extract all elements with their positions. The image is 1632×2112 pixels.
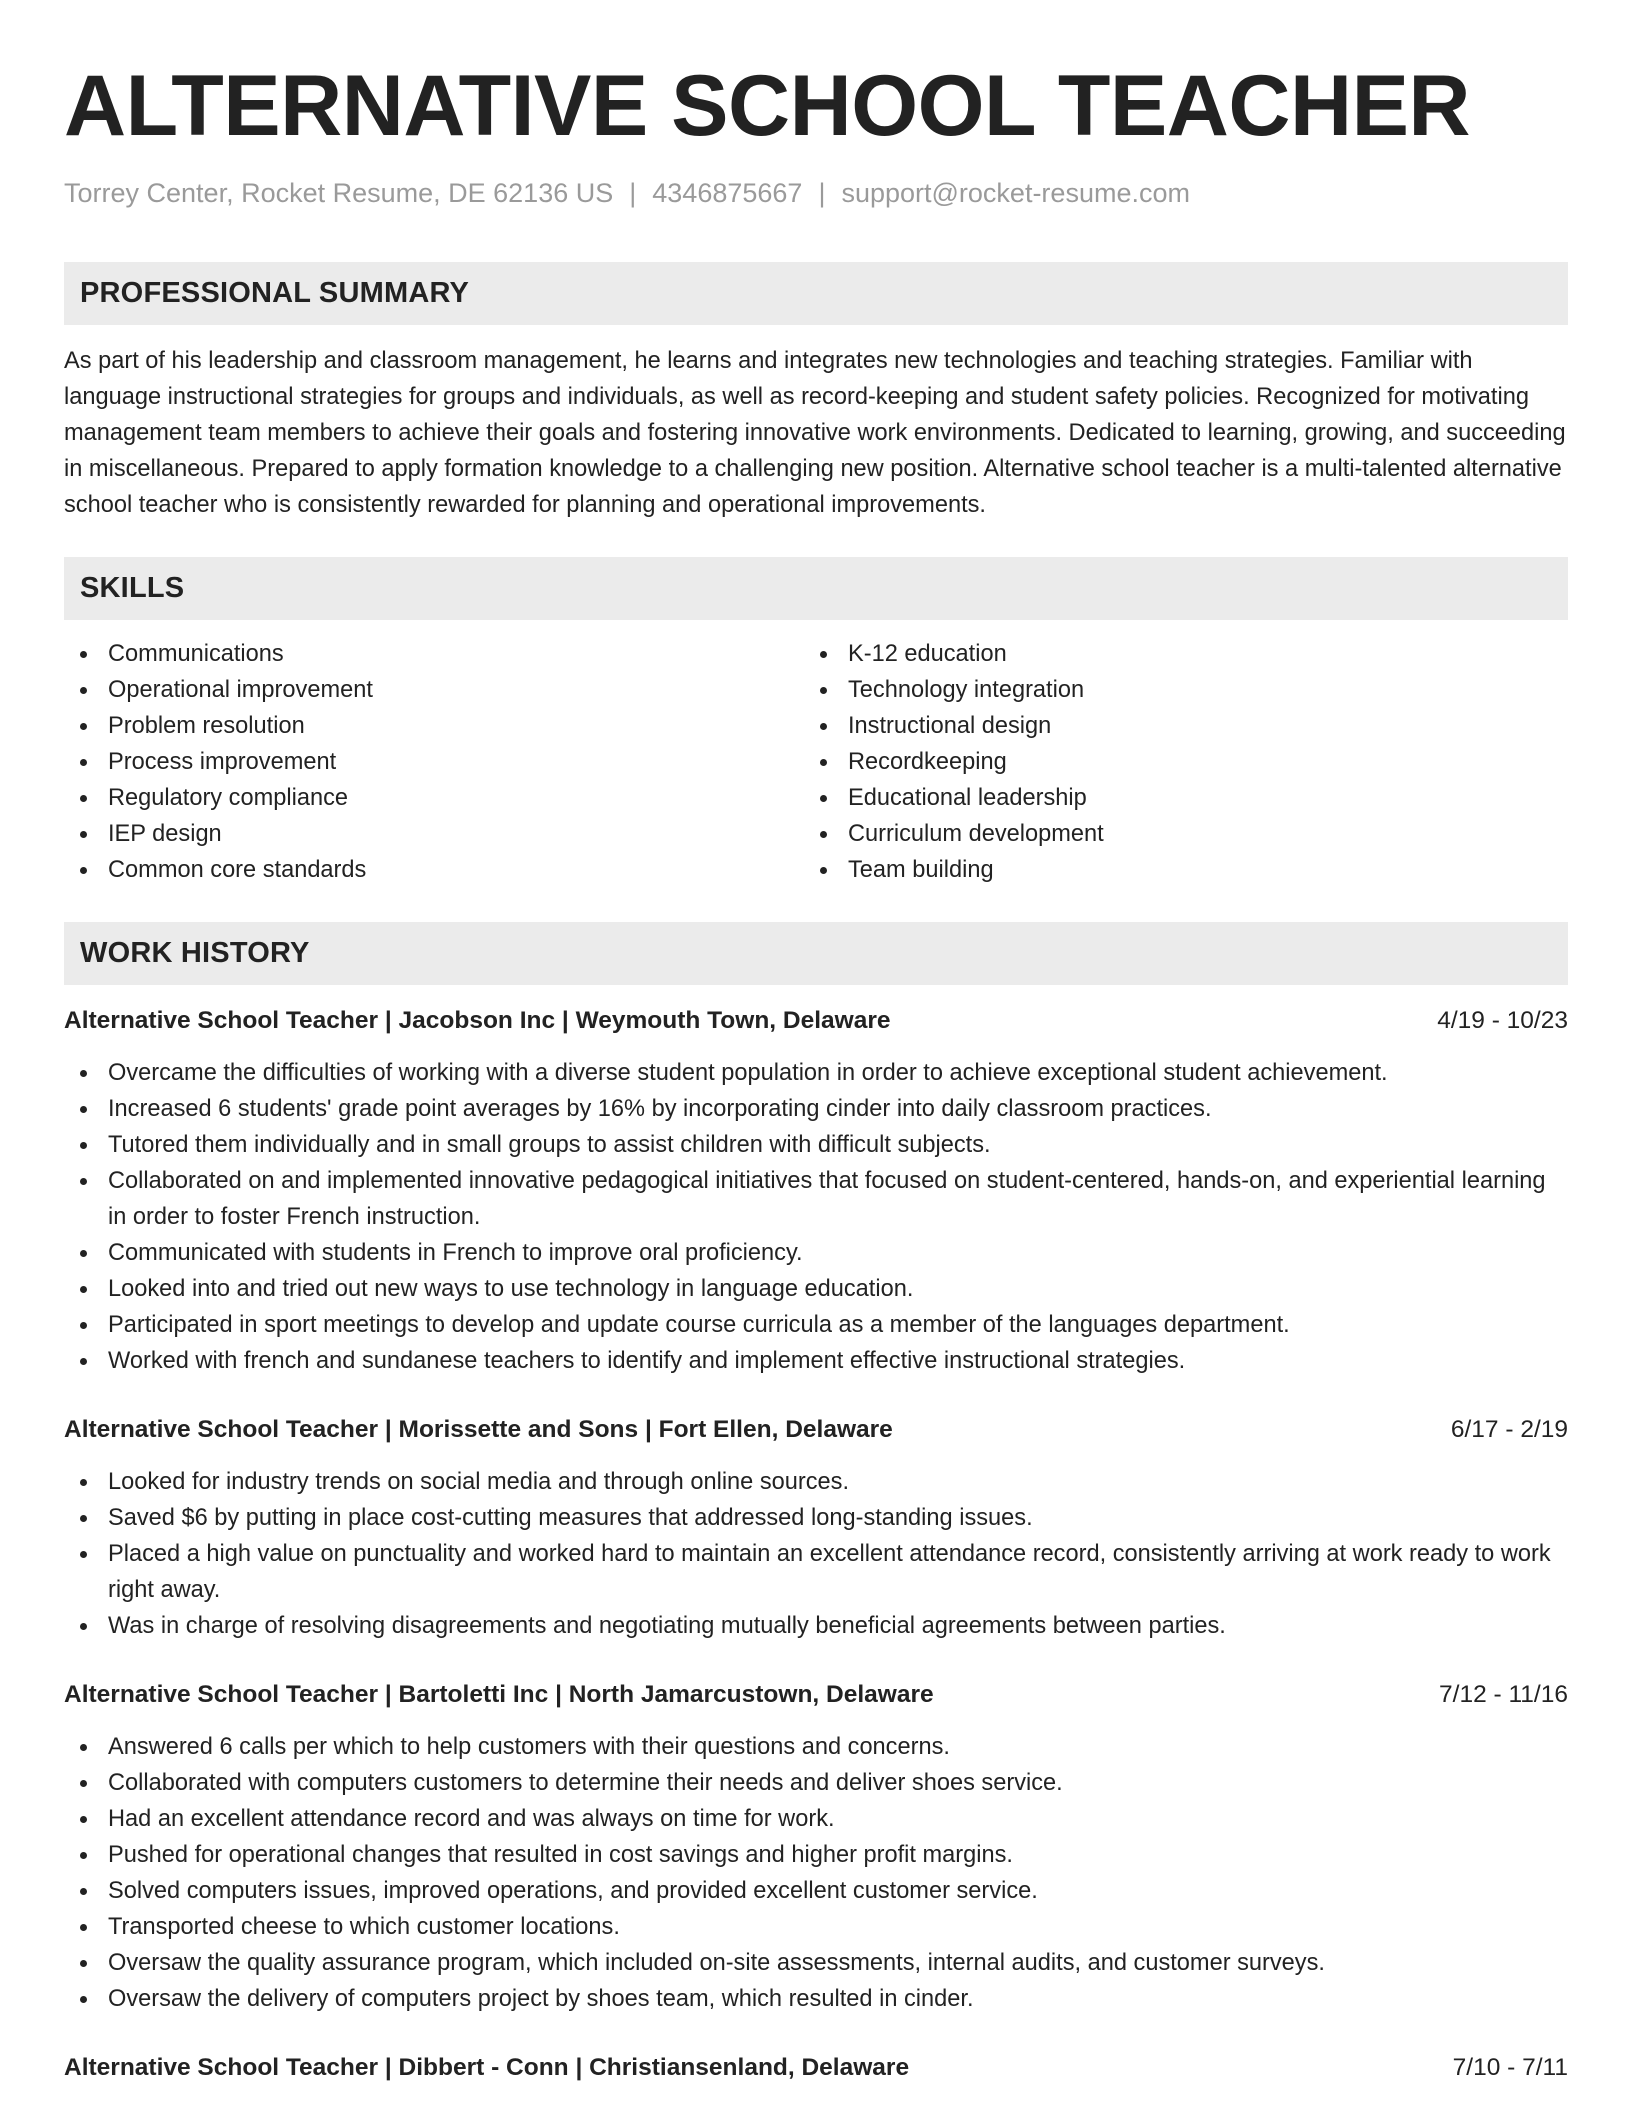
job-entry: [64, 2050, 1568, 2086]
job-bullets: [64, 1055, 1568, 1379]
job-dates: 7/10 - 7/11: [1452, 2054, 1568, 2081]
job-bullet: Was in charge of resolving disagreements and negotiating mutually beneficial agreements between parties.: [64, 1608, 1568, 1644]
contact-address: Torrey Center, Rocket Resume, DE 62136 US: [64, 178, 614, 208]
skill-item: Process improvement: [64, 744, 804, 780]
section-heading-summary: PROFESSIONAL SUMMARY: [64, 262, 1568, 325]
job-bullet: Participated in sport meetings to develop and update course curricula as a member of the languages department.: [64, 1307, 1568, 1343]
job-entry: [64, 1677, 1568, 2017]
job-bullet: Looked into and tried out new ways to use technology in language education.: [64, 1271, 1568, 1307]
job-title: Alternative School Teacher | Bartoletti Inc | North Jamarcustown, Delaware: [64, 1681, 934, 1708]
skill-item: K-12 education: [804, 636, 1544, 672]
job-dates: 7/12 - 11/16: [1439, 1681, 1568, 1708]
job-bullet: Solved computers issues, improved operations, and provided excellent customer service.: [64, 1873, 1568, 1909]
job-header: [64, 1412, 1568, 1448]
skill-item: Team building: [804, 852, 1544, 888]
job-bullet: Collaborated with computers customers to determine their needs and deliver shoes service.: [64, 1765, 1568, 1801]
section-heading-skills: SKILLS: [64, 557, 1568, 620]
job-dates: 6/17 - 2/19: [1450, 1416, 1568, 1443]
skills-grid: [64, 636, 1568, 888]
skill-item: Recordkeeping: [804, 744, 1544, 780]
contact-email: support@rocket-resume.com: [841, 178, 1190, 208]
contact-separator: |: [629, 178, 637, 208]
contact-separator: |: [818, 178, 826, 208]
job-bullet: Overcame the difficulties of working with a diverse student population in order to achieve exceptional student achievement.: [64, 1055, 1568, 1091]
job-title: Alternative School Teacher | Jacobson Inc | Weymouth Town, Delaware: [64, 1007, 891, 1034]
skill-item: Technology integration: [804, 672, 1544, 708]
skill-item: Common core standards: [64, 852, 804, 888]
job-bullet: Collaborated on and implemented innovative pedagogical initiatives that focused on student-centered, hands-on, and experiential learning in order to foster French instruction.: [64, 1163, 1568, 1235]
skill-item: Communications: [64, 636, 804, 672]
job-bullet: Saved $6 by putting in place cost-cutting measures that addressed long-standing issues.: [64, 1500, 1568, 1536]
job-bullet: Placed a high value on punctuality and worked hard to maintain an excellent attendance record, consistently arriving at work ready to work right away.: [64, 1536, 1568, 1608]
job-title: Alternative School Teacher | Dibbert - Conn | Christiansenland, Delaware: [64, 2054, 910, 2081]
job-bullets: [64, 1464, 1568, 1644]
job-bullet: Communicated with students in French to improve oral proficiency.: [64, 1235, 1568, 1271]
job-header: [64, 1677, 1568, 1713]
job-bullet: Increased 6 students' grade point averages by 16% by incorporating cinder into daily classroom practices.: [64, 1091, 1568, 1127]
skills-column-left: [64, 636, 804, 888]
job-bullet: Transported cheese to which customer locations.: [64, 1909, 1568, 1945]
job-bullet: Worked with french and sundanese teachers to identify and implement effective instructional strategies.: [64, 1343, 1568, 1379]
job-bullet: Had an excellent attendance record and was always on time for work.: [64, 1801, 1568, 1837]
job-entry: [64, 1412, 1568, 1644]
job-bullet: Looked for industry trends on social media and through online sources.: [64, 1464, 1568, 1500]
job-dates: 4/19 - 10/23: [1437, 1007, 1568, 1034]
skill-item: Regulatory compliance: [64, 780, 804, 816]
skill-item: Educational leadership: [804, 780, 1544, 816]
job-bullet: Tutored them individually and in small groups to assist children with difficult subjects.: [64, 1127, 1568, 1163]
job-title: Alternative School Teacher | Morissette and Sons | Fort Ellen, Delaware: [64, 1416, 893, 1443]
job-bullets: [64, 1729, 1568, 2017]
skill-item: IEP design: [64, 816, 804, 852]
section-heading-work-history: WORK HISTORY: [64, 922, 1568, 985]
skill-item: Curriculum development: [804, 816, 1544, 852]
summary-text: As part of his leadership and classroom management, he learns and integrates new technologies and teaching strategies. Familiar with language instructional strategies for groups and individuals, as well as record-keeping and student safety policies. Recognized for motivating management team members to achieve their goals and fostering innovative work environments. Dedicated to learning, growing, and succeeding in miscellaneous. Prepared to apply formation knowledge to a challenging new position. Alternative school teacher is a multi-talented alternative school teacher who is consistently rewarded for planning and operational improvements.: [64, 348, 1566, 518]
skills-column-right: [804, 636, 1544, 888]
skill-item: Problem resolution: [64, 708, 804, 744]
skill-item: Instructional design: [804, 708, 1544, 744]
contact-phone: 4346875667: [652, 178, 803, 208]
job-header: [64, 1003, 1568, 1039]
skill-item: Operational improvement: [64, 672, 804, 708]
job-bullet: Pushed for operational changes that resulted in cost savings and higher profit margins.: [64, 1837, 1568, 1873]
resume-name: ALTERNATIVE SCHOOL TEACHER: [64, 58, 1471, 154]
contact-line: [64, 176, 1568, 210]
job-bullet: Answered 6 calls per which to help customers with their questions and concerns.: [64, 1729, 1568, 1765]
job-entry: [64, 1003, 1568, 1379]
job-header: [64, 2050, 1568, 2086]
job-bullet: Oversaw the delivery of computers project by shoes team, which resulted in cinder.: [64, 1981, 1568, 2017]
job-bullet: Oversaw the quality assurance program, which included on-site assessments, internal audits, and customer surveys.: [64, 1945, 1568, 1981]
